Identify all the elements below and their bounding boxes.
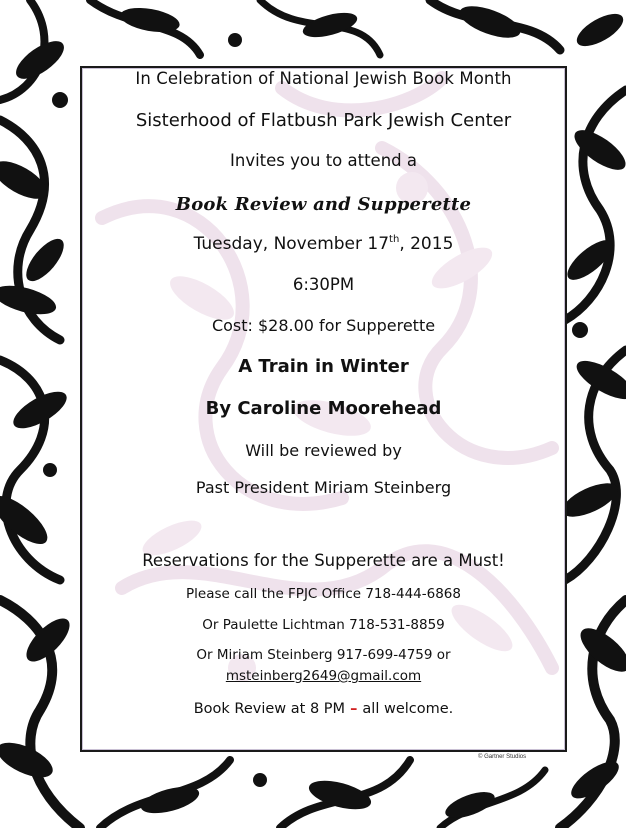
book-author: By Caroline Moorehead	[205, 398, 442, 419]
contact-paulette: Or Paulette Lichtman 718-531-8859	[202, 617, 445, 633]
event-time: 6:30PM	[292, 275, 355, 294]
book-title: A Train in Winter	[238, 356, 409, 377]
heading-national-jewish-book-month: In Celebration of National Jewish Book Month	[135, 69, 512, 88]
event-title: Book Review and Supperette	[175, 194, 472, 215]
studio-credit: © Gartner Studios	[478, 754, 527, 760]
contact-office: Please call the FPJC Office 718-444-6868	[186, 586, 461, 602]
reviewer-name: Past President Miriam Steinberg	[195, 478, 452, 497]
event-date	[82, 234, 565, 254]
date-ordinal: th	[389, 234, 400, 245]
invite-line: Invites you to attend a	[230, 151, 417, 170]
reservations-notice: Reservations for the Supperette are a Must!	[142, 551, 505, 570]
closing-line	[82, 701, 565, 717]
closing-time: Book Review at 8 PM	[193, 701, 346, 717]
contact-email-link[interactable]: msteinberg2649@gmail.com	[225, 668, 422, 684]
closing-dash: –	[345, 701, 363, 717]
reviewed-by-label: Will be reviewed by	[245, 441, 402, 460]
flyer-panel	[80, 66, 567, 752]
date-text: Tuesday, November 17	[193, 234, 390, 254]
event-cost: Cost: $28.00 for Supperette	[211, 316, 436, 335]
closing-welcome: all welcome.	[362, 701, 454, 717]
contact-miriam: Or Miriam Steinberg 917-699-4759 or	[196, 647, 451, 663]
date-year: , 2015	[399, 234, 454, 254]
host-organization: Sisterhood of Flatbush Park Jewish Center	[135, 110, 512, 131]
